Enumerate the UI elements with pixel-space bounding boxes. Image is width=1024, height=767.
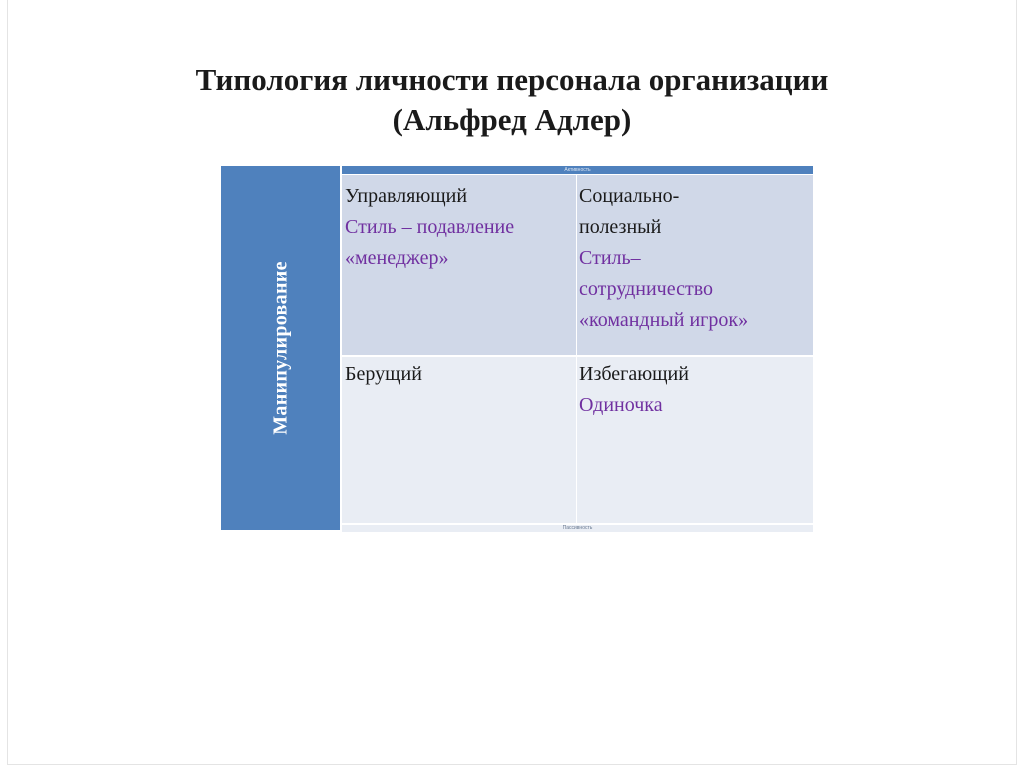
top-axis-label: Активность bbox=[564, 167, 591, 173]
typology-matrix bbox=[221, 166, 813, 532]
slide-title-line-1: Типология личности персонала организации bbox=[195, 62, 829, 97]
cell-role: Избегающий bbox=[579, 363, 689, 385]
side-axis-bar bbox=[221, 166, 340, 530]
cell-style-line: сотрудничество bbox=[579, 278, 714, 300]
cell-role-line: полезный bbox=[579, 216, 662, 238]
cell-style-line: Стиль– bbox=[579, 247, 641, 269]
bottom-axis-label: Пассивность bbox=[562, 525, 593, 531]
cell-style-line: Одиночка bbox=[579, 394, 663, 416]
cell-bottom-right bbox=[577, 357, 813, 523]
cell-style-line: «командный игрок» bbox=[579, 309, 749, 331]
cell-style-line: «менеджер» bbox=[345, 247, 449, 269]
cell-bottom-left bbox=[342, 357, 576, 523]
cell-style-line: Стиль – подавление bbox=[345, 216, 515, 238]
cell-role-line: Социально- bbox=[579, 185, 680, 207]
cell-top-left bbox=[342, 175, 576, 355]
bottom-axis-bar bbox=[342, 525, 813, 532]
matrix-grid bbox=[342, 175, 813, 523]
slide-title-line-2: (Альфред Адлер) bbox=[392, 102, 632, 137]
cell-top-right bbox=[577, 175, 813, 355]
top-axis-bar bbox=[342, 166, 813, 174]
slide-title bbox=[0, 60, 1024, 140]
cell-role: Управляющий bbox=[345, 185, 468, 207]
cell-role: Берущий bbox=[345, 363, 422, 385]
side-axis-label: Манипулирование bbox=[269, 261, 291, 435]
